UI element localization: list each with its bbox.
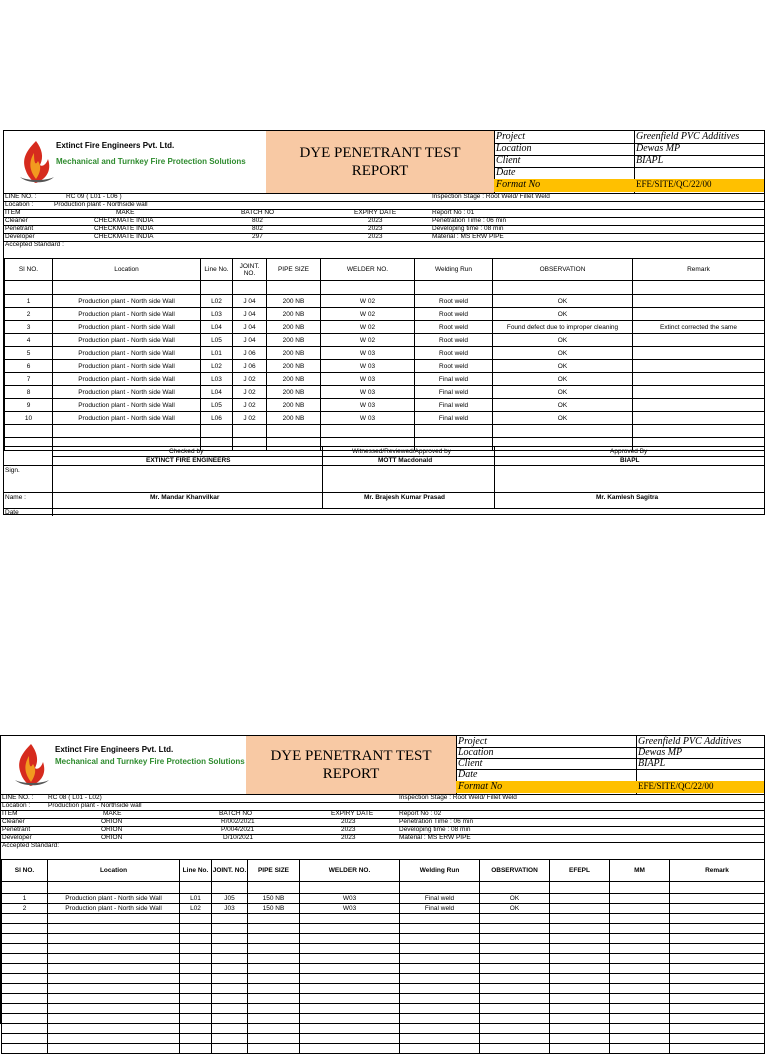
table-cell: L01 bbox=[180, 894, 212, 904]
column-header: WELDER NO. bbox=[300, 860, 400, 882]
flame-logo-icon bbox=[16, 139, 56, 185]
inspection-stage: Inspection Stage : Root Weld/ Fillet Weld bbox=[432, 193, 550, 200]
report-title bbox=[246, 736, 457, 794]
table-cell: W 03 bbox=[321, 386, 415, 399]
table-cell: Final weld bbox=[400, 894, 480, 904]
table-cell: Root weld bbox=[415, 308, 493, 321]
item-header: ITEM bbox=[5, 209, 21, 216]
title-line-1: DYE PENETRANT TEST bbox=[299, 145, 461, 161]
date-label: Date bbox=[496, 167, 516, 178]
client-label: Client bbox=[496, 155, 521, 166]
table-row bbox=[5, 386, 765, 399]
developer-batch: 297 bbox=[252, 233, 263, 240]
table-cell: L05 bbox=[201, 399, 233, 412]
report-title bbox=[266, 131, 495, 193]
title-line-2: REPORT bbox=[322, 766, 380, 782]
column-header: Welding Run bbox=[415, 259, 493, 281]
report-header bbox=[1, 736, 764, 795]
checked-by-label: Checked by bbox=[169, 448, 204, 455]
empty-row bbox=[2, 984, 765, 994]
column-header: PIPE SIZE bbox=[248, 860, 300, 882]
column-header: Line No. bbox=[180, 860, 212, 882]
table-cell: W 02 bbox=[321, 334, 415, 347]
table-cell: 200 NB bbox=[267, 360, 321, 373]
table-cell: J05 bbox=[212, 894, 248, 904]
developer-label: Developer bbox=[2, 834, 32, 841]
location-label: Location bbox=[496, 143, 532, 154]
table-cell: OK bbox=[493, 308, 633, 321]
table-cell: Production plant - North side Wall bbox=[53, 412, 201, 425]
line-no-value: RC 09 ( L01 - L06 ) bbox=[66, 193, 122, 200]
report-header bbox=[4, 131, 764, 194]
table-cell bbox=[633, 308, 765, 321]
line-no-label: LINE NO. : bbox=[2, 794, 34, 801]
test-info bbox=[4, 193, 764, 257]
location-row-value: Production plant - Northside wall bbox=[54, 201, 148, 208]
penetrant-label: Penetrant bbox=[2, 826, 31, 833]
table-cell: W 03 bbox=[321, 412, 415, 425]
company-tagline: Mechanical and Turnkey Fire Protection Solutions bbox=[55, 757, 245, 766]
table-cell: J 06 bbox=[233, 347, 267, 360]
column-header: PIPE SIZE bbox=[267, 259, 321, 281]
table-cell: L03 bbox=[201, 373, 233, 386]
format-label: Format No bbox=[458, 781, 503, 792]
table-row bbox=[5, 399, 765, 412]
project-label: Project bbox=[496, 131, 526, 142]
table-cell: 2 bbox=[5, 308, 53, 321]
table-cell: Final weld bbox=[415, 412, 493, 425]
table-cell: 200 NB bbox=[267, 412, 321, 425]
table-cell bbox=[610, 904, 670, 914]
table-cell: OK bbox=[480, 894, 550, 904]
table-cell: Production plant - North side Wall bbox=[53, 347, 201, 360]
approved-org: BIAPL bbox=[620, 457, 640, 464]
table-row bbox=[5, 360, 765, 373]
penetrant-batch: P/004/2021 bbox=[221, 826, 255, 833]
table-cell: 200 NB bbox=[267, 308, 321, 321]
item-header: ITEM bbox=[2, 810, 18, 817]
developer-batch: D/10/2021 bbox=[223, 834, 253, 841]
penetrant-batch: 802 bbox=[252, 225, 263, 232]
table-cell: Final weld bbox=[415, 373, 493, 386]
empty-row bbox=[2, 1024, 765, 1034]
table-cell bbox=[670, 894, 765, 904]
expiry-header: EXPIRY DATE bbox=[354, 209, 397, 216]
company-tagline: Mechanical and Turnkey Fire Protection Solutions bbox=[56, 157, 246, 166]
developer-make: CHECKMATE INDIA bbox=[94, 233, 154, 240]
cleaner-batch: R/002/2021 bbox=[221, 818, 255, 825]
table-cell: 1 bbox=[2, 894, 48, 904]
table-cell: Root weld bbox=[415, 360, 493, 373]
table-cell: W 02 bbox=[321, 308, 415, 321]
table-cell: L06 bbox=[201, 412, 233, 425]
table-cell: 1 bbox=[5, 295, 53, 308]
test-info bbox=[1, 794, 764, 858]
location-row-label: Location : bbox=[5, 201, 34, 208]
table-row bbox=[5, 412, 765, 425]
table-row bbox=[5, 295, 765, 308]
flame-logo-icon bbox=[11, 742, 51, 788]
column-header: WELDER NO. bbox=[321, 259, 415, 281]
witnessed-org: MOTT Macdonald bbox=[378, 457, 433, 464]
table-cell: OK bbox=[493, 334, 633, 347]
empty-row bbox=[2, 944, 765, 954]
table-cell: W03 bbox=[300, 894, 400, 904]
client-value: BIAPL bbox=[638, 758, 666, 769]
table-cell: Production plant - North side Wall bbox=[53, 295, 201, 308]
table-cell: Found defect due to improper cleaning bbox=[493, 321, 633, 334]
batch-header: BATCH NO bbox=[241, 209, 275, 216]
cleaner-batch: 802 bbox=[252, 217, 263, 224]
table-cell bbox=[670, 904, 765, 914]
empty-row bbox=[2, 1044, 765, 1054]
table-cell: Production plant - North side Wall bbox=[53, 334, 201, 347]
client-value: BIAPL bbox=[636, 155, 664, 166]
table-cell: OK bbox=[493, 347, 633, 360]
empty-row bbox=[2, 954, 765, 964]
column-header: OBSERVATION bbox=[480, 860, 550, 882]
table-cell: OK bbox=[480, 904, 550, 914]
table-cell: J03 bbox=[212, 904, 248, 914]
table-cell: W 03 bbox=[321, 399, 415, 412]
report-no: Report No : 02 bbox=[399, 810, 442, 817]
company-logo-block bbox=[4, 131, 267, 193]
table-cell: OK bbox=[493, 399, 633, 412]
company-name: Extinct Fire Engineers Pvt. Ltd. bbox=[56, 141, 175, 150]
table-row bbox=[5, 373, 765, 386]
table-cell: J 04 bbox=[233, 334, 267, 347]
table-cell: 3 bbox=[5, 321, 53, 334]
date-row-label: Date bbox=[5, 509, 19, 516]
line-no-value: RC 08 ( L01 - L02) bbox=[48, 794, 102, 801]
table-cell: 200 NB bbox=[267, 295, 321, 308]
title-line-2: REPORT bbox=[351, 163, 409, 179]
observation-table bbox=[1, 859, 765, 1054]
column-header: EFEPL bbox=[550, 860, 610, 882]
table-cell: Root weld bbox=[415, 334, 493, 347]
developer-expiry: 2023 bbox=[341, 834, 356, 841]
table-cell: 150 NB bbox=[248, 904, 300, 914]
line-no-label: LINE NO. : bbox=[5, 193, 37, 200]
batch-header: BATCH NO bbox=[219, 810, 253, 817]
project-label: Project bbox=[458, 736, 488, 747]
empty-row bbox=[2, 1004, 765, 1014]
table-cell: L02 bbox=[201, 360, 233, 373]
cleaner-label: Cleaner bbox=[2, 818, 25, 825]
column-header: Remark bbox=[670, 860, 765, 882]
table-cell: Root weld bbox=[415, 347, 493, 360]
table-cell bbox=[633, 347, 765, 360]
location-value: Dewas MP bbox=[638, 747, 683, 758]
table-cell: W 03 bbox=[321, 360, 415, 373]
format-value: EFE/SITE/QC/22/00 bbox=[638, 781, 714, 791]
table-cell: Production plant - North side Wall bbox=[53, 308, 201, 321]
column-header: Welding Run bbox=[400, 860, 480, 882]
table-cell bbox=[550, 904, 610, 914]
column-header: JOINT. NO. bbox=[212, 860, 248, 882]
penetration-time: Penetration Time : 06 min bbox=[399, 818, 474, 825]
column-header: Location bbox=[48, 860, 180, 882]
empty-row bbox=[2, 1014, 765, 1024]
table-cell: Production plant - North side Wall bbox=[53, 373, 201, 386]
format-label: Format No bbox=[496, 179, 541, 190]
expiry-header: EXPIRY DATE bbox=[331, 810, 374, 817]
table-row bbox=[5, 347, 765, 360]
make-header: MAKE bbox=[116, 209, 135, 216]
signature-block bbox=[4, 446, 764, 516]
table-cell: Production plant - North side Wall bbox=[53, 360, 201, 373]
penetrant-make: CHECKMATE INDIA bbox=[94, 225, 154, 232]
table-cell: 10 bbox=[5, 412, 53, 425]
table-cell: L01 bbox=[201, 347, 233, 360]
format-value: EFE/SITE/QC/22/00 bbox=[636, 179, 712, 189]
date-label: Date bbox=[458, 769, 478, 780]
table-cell: OK bbox=[493, 412, 633, 425]
project-value: Greenfield PVC Additives bbox=[638, 736, 742, 747]
cleaner-expiry: 2023 bbox=[341, 818, 356, 825]
table-cell: 200 NB bbox=[267, 334, 321, 347]
table-cell bbox=[633, 412, 765, 425]
developing-time: Developing time : 08 min bbox=[399, 826, 471, 833]
penetrant-expiry: 2023 bbox=[341, 826, 356, 833]
table-row bbox=[5, 308, 765, 321]
table-cell: J 04 bbox=[233, 295, 267, 308]
table-cell: 150 NB bbox=[248, 894, 300, 904]
table-cell: Production plant - North side Wall bbox=[53, 321, 201, 334]
empty-row bbox=[2, 974, 765, 984]
table-cell: Root weld bbox=[415, 295, 493, 308]
table-cell bbox=[633, 360, 765, 373]
table-cell: J 04 bbox=[233, 321, 267, 334]
table-cell: Production plant - North side Wall bbox=[48, 904, 180, 914]
table-cell: 5 bbox=[5, 347, 53, 360]
company-logo-block bbox=[1, 736, 247, 794]
developing-time: Developing time : 08 min bbox=[432, 225, 504, 232]
column-header: JOINT. NO. bbox=[233, 259, 267, 281]
cleaner-make: CHECKMATE INDIA bbox=[94, 217, 154, 224]
company-name: Extinct Fire Engineers Pvt. Ltd. bbox=[55, 745, 174, 754]
table-cell: 7 bbox=[5, 373, 53, 386]
location-value: Dewas MP bbox=[636, 143, 681, 154]
table-cell: OK bbox=[493, 295, 633, 308]
table-cell: L04 bbox=[201, 321, 233, 334]
table-cell bbox=[633, 334, 765, 347]
column-header: Remark bbox=[633, 259, 765, 281]
table-cell: OK bbox=[493, 360, 633, 373]
table-cell: J 02 bbox=[233, 412, 267, 425]
cleaner-make: ORION bbox=[101, 818, 123, 825]
table-cell bbox=[633, 399, 765, 412]
developer-make: ORION bbox=[101, 834, 123, 841]
developer-label: Developer bbox=[5, 233, 35, 240]
table-cell: W 02 bbox=[321, 321, 415, 334]
project-info bbox=[456, 736, 764, 794]
table-cell: W 03 bbox=[321, 373, 415, 386]
sign-label: Sign. bbox=[5, 467, 20, 474]
empty-row bbox=[2, 994, 765, 1004]
table-cell: Final weld bbox=[400, 904, 480, 914]
developer-expiry: 2023 bbox=[368, 233, 383, 240]
cleaner-expiry: 2023 bbox=[368, 217, 383, 224]
material: Material : MS ERW PIPE bbox=[399, 834, 471, 841]
checker-name: Mr. Mandar Khanvilkar bbox=[150, 494, 220, 501]
table-cell bbox=[550, 894, 610, 904]
table-cell: 200 NB bbox=[267, 321, 321, 334]
table-cell: 200 NB bbox=[267, 347, 321, 360]
project-info bbox=[494, 131, 764, 193]
table-cell bbox=[633, 373, 765, 386]
table-cell: W 02 bbox=[321, 295, 415, 308]
make-header: MAKE bbox=[103, 810, 122, 817]
table-cell: J 06 bbox=[233, 360, 267, 373]
table-cell: L02 bbox=[201, 295, 233, 308]
material: Material : MS ERW PIPE bbox=[432, 233, 504, 240]
table-cell: OK bbox=[493, 373, 633, 386]
column-header: Location bbox=[53, 259, 201, 281]
report-2 bbox=[0, 735, 765, 1024]
inspection-stage: Inspection Stage : Root Weld/ Fillet Weld bbox=[399, 794, 517, 801]
table-cell: Extinct corrected the same bbox=[633, 321, 765, 334]
table-cell: 2 bbox=[2, 904, 48, 914]
table-cell: Final weld bbox=[415, 386, 493, 399]
table-cell: Production plant - North side Wall bbox=[53, 399, 201, 412]
checked-org: EXTINCT FIRE ENGINEERS bbox=[146, 457, 231, 464]
client-label: Client bbox=[458, 758, 483, 769]
witness-name: Mr. Brajesh Kumar Prasad bbox=[364, 494, 445, 501]
location-row-label: Location : bbox=[2, 802, 31, 809]
column-header: Sl NO. bbox=[2, 860, 48, 882]
witnessed-by-label: Witnessed/Reviewed/Approved by bbox=[352, 448, 451, 455]
empty-row bbox=[2, 924, 765, 934]
table-cell: J 04 bbox=[233, 308, 267, 321]
table-cell: L05 bbox=[201, 334, 233, 347]
penetrant-make: ORION bbox=[101, 826, 123, 833]
column-header: OBSERVATION bbox=[493, 259, 633, 281]
table-cell: 200 NB bbox=[267, 373, 321, 386]
column-header: MM bbox=[610, 860, 670, 882]
location-label: Location bbox=[458, 747, 494, 758]
observation-table bbox=[4, 258, 765, 451]
table-cell: Production plant - North side Wall bbox=[48, 894, 180, 904]
cleaner-label: Cleaner bbox=[5, 217, 28, 224]
location-row-value: Production plant - Northside wall bbox=[48, 802, 142, 809]
table-cell: Production plant - North side Wall bbox=[53, 386, 201, 399]
accepted-standard: Accepted Standard : bbox=[5, 241, 64, 248]
penetrant-expiry: 2023 bbox=[368, 225, 383, 232]
name-label: Name : bbox=[5, 494, 26, 501]
table-cell: 200 NB bbox=[267, 386, 321, 399]
empty-row bbox=[2, 934, 765, 944]
approved-by-label: Approved By bbox=[610, 448, 648, 455]
table-cell: 6 bbox=[5, 360, 53, 373]
table-cell bbox=[633, 386, 765, 399]
accepted-standard: Accepted Standard: bbox=[2, 842, 60, 849]
table-cell bbox=[610, 894, 670, 904]
table-cell: OK bbox=[493, 386, 633, 399]
table-cell: J 02 bbox=[233, 373, 267, 386]
table-cell: W03 bbox=[300, 904, 400, 914]
table-cell: 200 NB bbox=[267, 399, 321, 412]
report-no: Report No : 01 bbox=[432, 209, 475, 216]
table-cell: J 02 bbox=[233, 399, 267, 412]
penetrant-label: Penetrant bbox=[5, 225, 34, 232]
table-row bbox=[2, 894, 765, 904]
table-cell: 4 bbox=[5, 334, 53, 347]
table-cell: 8 bbox=[5, 386, 53, 399]
column-header: Line No. bbox=[201, 259, 233, 281]
title-line-1: DYE PENETRANT TEST bbox=[270, 748, 432, 764]
table-row bbox=[2, 904, 765, 914]
table-cell: Root weld bbox=[415, 321, 493, 334]
table-cell: Final weld bbox=[415, 399, 493, 412]
empty-row bbox=[2, 1034, 765, 1044]
approver-name: Mr. Kamlesh Sagitra bbox=[596, 494, 659, 501]
table-cell: W 03 bbox=[321, 347, 415, 360]
project-value: Greenfield PVC Additives bbox=[636, 131, 740, 142]
empty-row bbox=[2, 964, 765, 974]
table-cell: L02 bbox=[180, 904, 212, 914]
column-header: Sl NO. bbox=[5, 259, 53, 281]
table-cell: L03 bbox=[201, 308, 233, 321]
table-row bbox=[5, 334, 765, 347]
empty-row bbox=[2, 914, 765, 924]
table-cell: 9 bbox=[5, 399, 53, 412]
report-1 bbox=[3, 130, 765, 515]
table-row bbox=[5, 321, 765, 334]
table-cell: J 02 bbox=[233, 386, 267, 399]
empty-row bbox=[5, 425, 765, 438]
table-cell bbox=[633, 295, 765, 308]
penetration-time: Penetration Time : 06 min bbox=[432, 217, 507, 224]
table-cell: L04 bbox=[201, 386, 233, 399]
